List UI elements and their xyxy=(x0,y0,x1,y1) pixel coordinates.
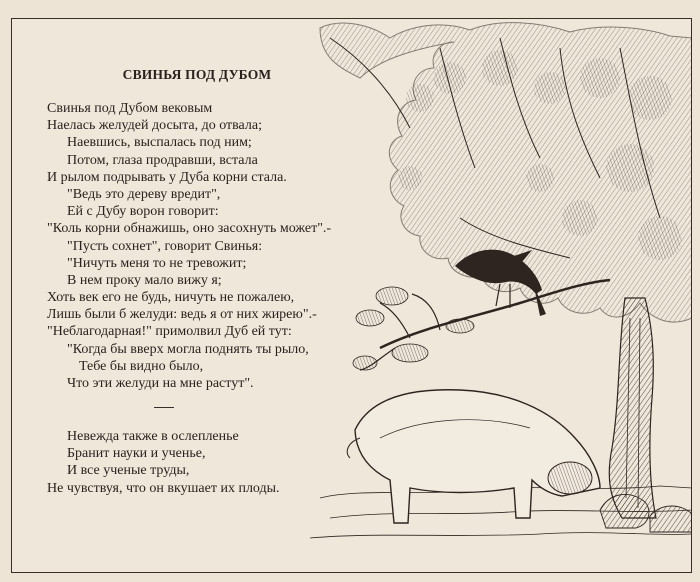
oak-raven-pig-illustration xyxy=(300,18,692,573)
poem-line: В нем проку мало вижу я; xyxy=(67,272,222,288)
moral-line: И все ученые труды, xyxy=(67,463,190,479)
poem-line: "Ничуть меня то не тревожит; xyxy=(67,255,247,271)
poem-line: Тебе бы видно было, xyxy=(79,358,204,374)
poem-line: "Пусть сохнет", говорит Свинья: xyxy=(67,238,263,254)
poem-line: Наевшись, выспалась под ним; xyxy=(67,135,252,151)
poem-line: Ей с Дубу ворон говорит: xyxy=(67,204,219,220)
moral-line: Невежда также в ослепленье xyxy=(67,429,239,444)
moral-line: Не чувствуя, что он вкушает их плоды. xyxy=(47,480,280,496)
moral-line: Бранит науки и ученье, xyxy=(67,446,206,462)
poem-line: Потом, глаза продравши, встала xyxy=(67,152,258,168)
branch-leaves xyxy=(353,287,474,370)
poem-line: И рылом подрывать у Дуба корни стала. xyxy=(47,169,287,185)
fable-title: СВИНЬЯ ПОД ДУБОМ xyxy=(122,67,272,82)
poem-line: "Ведь это дереву вредит", xyxy=(67,186,221,202)
poem-line: Хоть век его не будь, ничуть не пожалею, xyxy=(47,290,295,306)
oak-trunk xyxy=(609,298,656,518)
pig xyxy=(347,390,600,523)
poem-stanza xyxy=(47,100,331,392)
section-divider xyxy=(154,407,174,408)
poem-line: "Коль корни обнажишь, оно засохнуть может".- xyxy=(47,221,332,237)
poem-line: "Неблагодарная!" примолвил Дуб ей тут: xyxy=(47,324,292,340)
poem-line: Что эти желуди на мне растут". xyxy=(67,376,254,391)
poem-line: Свинья под Дубом вековым xyxy=(47,101,213,116)
engraving-svg xyxy=(300,18,692,573)
poem-line: Лишь были б желуди: ведь я от них жирею".- xyxy=(47,307,317,323)
moral-stanza xyxy=(47,428,280,497)
poem-line: "Когда бы вверх могла поднять ты рыло, xyxy=(67,341,309,357)
poem-line: Наелась желудей досыта, до отвала; xyxy=(47,118,262,134)
